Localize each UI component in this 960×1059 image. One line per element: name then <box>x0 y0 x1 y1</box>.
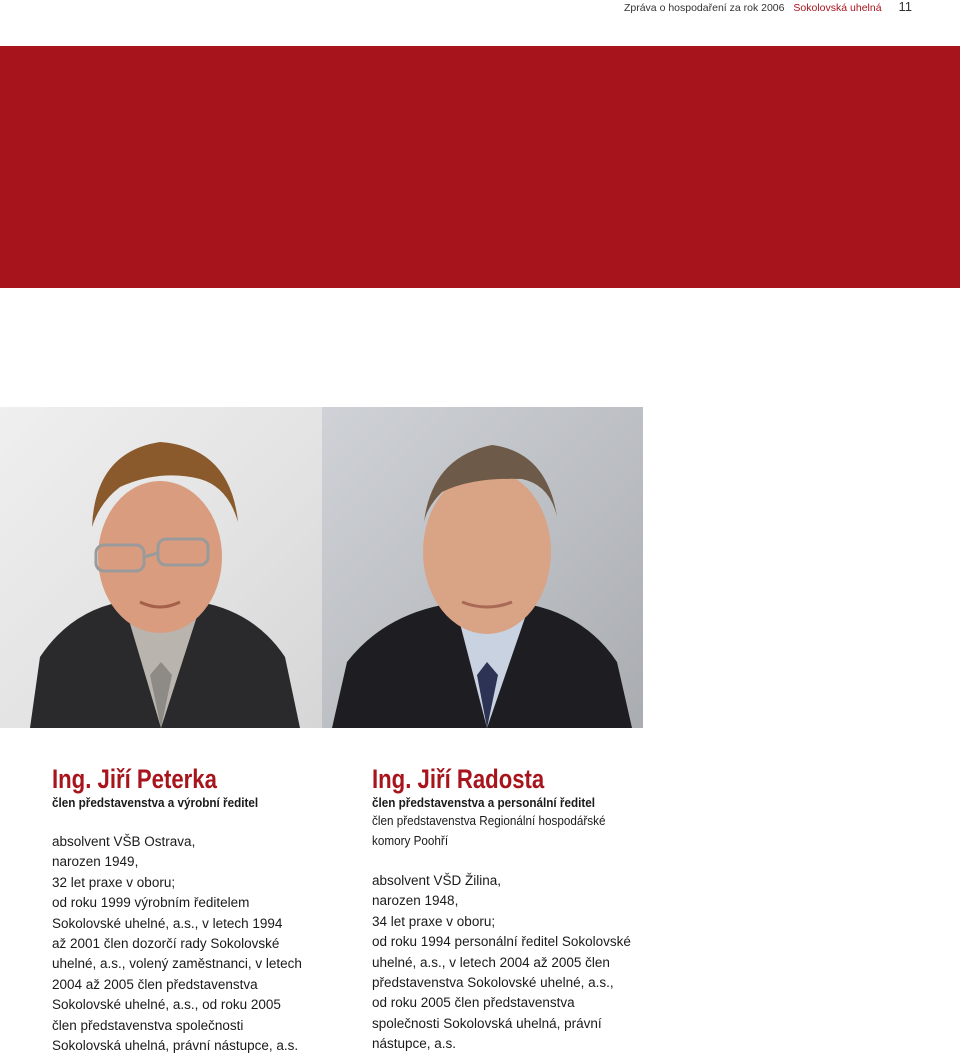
bio-line: společnosti Sokolovská uhelná, právní <box>372 1015 602 1031</box>
person-bio <box>52 832 352 1056</box>
person-note-line: komory Poohří <box>372 833 449 848</box>
bio-line: absolvent VŠD Žilina, <box>372 873 502 888</box>
person-bio <box>372 871 672 1055</box>
bio-line: nástupce, a.s. <box>372 1036 457 1052</box>
person-role: člen představenstva a personální ředitel <box>372 795 596 810</box>
bio-line: 34 let praxe v oboru; <box>372 913 496 929</box>
brand-name: Sokolovská uhelná <box>793 2 882 14</box>
bio-line: Sokolovské uhelné, a.s., od roku 2005 <box>52 997 281 1013</box>
bio-line: Sokolovské uhelné, a.s., v letech 1994 <box>52 915 283 931</box>
bio-line: 32 let praxe v oboru; <box>52 874 176 890</box>
red-banner <box>0 46 960 288</box>
bio-line: od roku 2005 člen představenstva <box>372 995 575 1011</box>
bio-line: uhelné, a.s., volený zaměstnanci, v letech <box>52 956 302 972</box>
bio-line: narozen 1949, <box>52 854 139 870</box>
portrait-photo-radosta <box>322 407 643 728</box>
bio-line: absolvent VŠB Ostrava, <box>52 834 196 849</box>
bio-line: člen představenstva společnosti <box>52 1017 244 1033</box>
document-title: Zpráva o hospodaření za rok 2006 <box>623 2 785 14</box>
bio-line: narozen 1948, <box>372 893 459 909</box>
person-role: člen představenstva a výrobní ředitel <box>52 795 259 810</box>
bio-line: uhelné, a.s., v letech 2004 až 2005 člen <box>372 954 610 970</box>
portrait-photo-peterka <box>0 407 322 728</box>
bio-line: představenstva Sokolovské uhelné, a.s., <box>372 975 614 991</box>
person-card-peterka <box>52 764 352 1056</box>
bio-line: až 2001 člen dozorčí rady Sokolovské <box>52 936 280 952</box>
person-card-radosta <box>372 764 672 1055</box>
bio-line: Sokolovská uhelná, právní nástupce, a.s. <box>52 1038 299 1054</box>
bio-line: od roku 1994 personální ředitel Sokolovské <box>372 934 631 950</box>
person-note-line: člen představenstva Regionální hospodářské <box>372 813 606 828</box>
bio-line: 2004 až 2005 člen představenstva <box>52 976 258 992</box>
person-name: Ing. Jiří Radosta <box>372 764 545 794</box>
running-header <box>624 0 912 14</box>
bio-line: od roku 1999 výrobním ředitelem <box>52 895 250 911</box>
page-number: 11 <box>898 0 912 14</box>
person-name: Ing. Jiří Peterka <box>52 764 217 794</box>
